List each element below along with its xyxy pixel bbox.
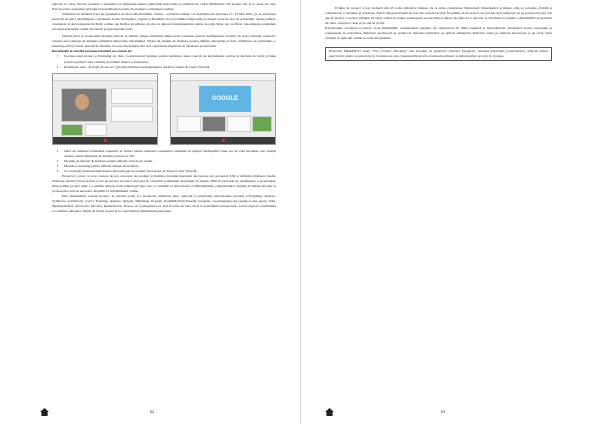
results-list-bottom xyxy=(52,149,276,174)
list-item: ▪ O convenție internațională despre metodologia de predare inovatoare și despre Clasa Virtuală. xyxy=(64,169,276,174)
page-number: 63 xyxy=(441,409,445,414)
video-call-photo-1 xyxy=(52,73,158,145)
page-number: 62 xyxy=(150,409,154,414)
paragraph: aplicate la clasa, fiecare partener a prezentat un împreună despre aplicațiile dezvoltate și utilizate în cadrul întâlnirilor din proiect dar și la orele de curs. Fiecare țară a prezentat aplicații și instrumente folosite în predarea și învățarea online. xyxy=(52,2,276,12)
home-icon[interactable] xyxy=(325,408,334,416)
list-item: ▪ Realizarea unor „Povești de succes” privind utilizarea instrumentelor media și online în Clasa Virtuală. xyxy=(64,65,276,70)
right-page xyxy=(300,0,600,424)
home-icon[interactable] xyxy=(40,408,49,416)
paragraph: Schimbul de termeni scurt ale grupurilor de elevi din România, Vaslui – activitate online, s-a desfășurat în perioada 17- 19 Mai 2021, și au participat peste 60 de elevi din Bulgaria, Germania, Italia, Portugalia, Spania și România. El nu schimbat împreună cu despre viața de elev în pandemie, despre temeri, avantajele și dezavantajele învățării online. Au învățat să editeze un site cu ajutorul instrumentului online Google Sites. Au verificat cunoștințele acumulate folosind aplicațiile online Wordwall și jigsawplanet.com. xyxy=(52,12,276,32)
paragraph: Echipa de proiect a fost formată din 23 cadre didactice titulare, de la ariile curriculare Tehnologii, Matematică și științe, Om și societate, Limbă și comunicare, Consiliere și orientare. Elevii din grupul țintă au fost din clasele IX-XII. În primul an de proiect au fost 44 elevi selectați, iar pe parcursul celor doi ani de proiect s-au mai adăugat 29 elevi având în vedere prelungirea proiectului și durata de aplicare a elevilor la activități cu urmare a diseminării proiectului de către colegii la clase și pe site-ul școlii. xyxy=(325,6,552,26)
eu-disclaimer-box: Proiectul ERASMUS+ KA2 "21st Century Teaching" este finanțat cu sprijinul Comisiei Europene. Această publicație (comunicare) reflectă numai punctul de vedere al autorului și Comisia nu este responsabilă pentru eventuala utilizare a informațiilor pe care le conține. xyxy=(325,47,552,61)
video-call-photo-2 xyxy=(170,73,276,145)
slide-title: GOOGLE xyxy=(199,86,251,112)
results-list-top xyxy=(52,54,276,69)
paragraph: Ghidul final al proiectului include metode și tehnici despre utilizarea mijloacelor existente pentru desfășurarea lecțiilor în clasa virtuală, respectiv crearea unor situații de învățare utilizând tehnologia informației. Tipuri de situații de învățare pentru diferite discipline școlare. Utilizarea de platforme e-learning pentru variate situații de învățare la toate disciplinele din aria curriculare implicate în derularea proiectului. xyxy=(52,34,276,49)
list-item: ▪ Module e-learning pentru diferite situații de învățare xyxy=(64,164,276,169)
paragraph: Proiectul a avut ca scop crearea de noi concepte de predare și învățare folosind metodele inovatoare ale secolului XXI și utilizând mijloace media moderne. Pentru liceul nostru a fost un proiect inovator mai ales în contextul pandemiei declanșate în martie 2020 în perioada de desfășurare a proiectului, fiind primul proiect unde s-a utilizat diverse noile tehnologii fapt care a contribuit la dezvoltarea și îmbunătățirea competențelor digitale în rândul elevilor și profesorilor atât de necesare adaptării la învățământul online. xyxy=(52,173,276,193)
paragraph: Prin intermediul acestui proiect, la nivelul școlii s-a promovat utilizarea unor aplicații și platforme educaționale precum e-Twinning, Kahoot, Symbaloo și Edmodo, Lyrics Training, Quizizz, Quizlet, Mindmap, Popplet, PadletMyWall Easelly, Glogster, Learningapps.org (ready-to-use apps), Voki, Mysimpleshow, PowToon, Moovly, Renderforest, Kizoa, etc și integrarea lor atât în orele de curs cât și la activitățile extrașcolare, aceste aspecte contribuind la calitatea educației oferită de liceul nostru și la consolidarea dimensiunii europene. xyxy=(52,194,276,214)
results-heading: Rezultatele la nivelul partenerariatului au constat în: xyxy=(52,49,133,54)
list-item: ▪ Crearea unui proiect e-Twinning de către coordonatorul german pentru realizarea unei colecții de instrumente on-line și module de lecții și bune practici pentru Clasa virtuală accesibile tuturor partenerilor. xyxy=(64,54,276,64)
list-item: ▪ Ghid de utilizare incluzând expertize și sfaturi pentru utilizarea resurselor existente în timpul desfășurării unei ore de curs moderne sau situații asupra crearii situațiilor de învățare bazate pe TIC xyxy=(64,149,276,159)
list-item: ▪ Module de situații de învățare pentru diferite obiecte de studiu xyxy=(64,159,276,164)
paragraph: Participanții, profesori și elevii, și-au îmbunătățit competențele digitale, de comunicare în limba engleză și interculturale. Integrând aceste cunoștințe și competențe în activitatea didactică, profesorii au promovat educația inclusivă, au aplicat demersuri didactice axate pe metode inovatoare și au creat clasa virtuală cu aplicații online la toate disciplinele. xyxy=(325,26,552,41)
photo-row xyxy=(52,73,276,145)
